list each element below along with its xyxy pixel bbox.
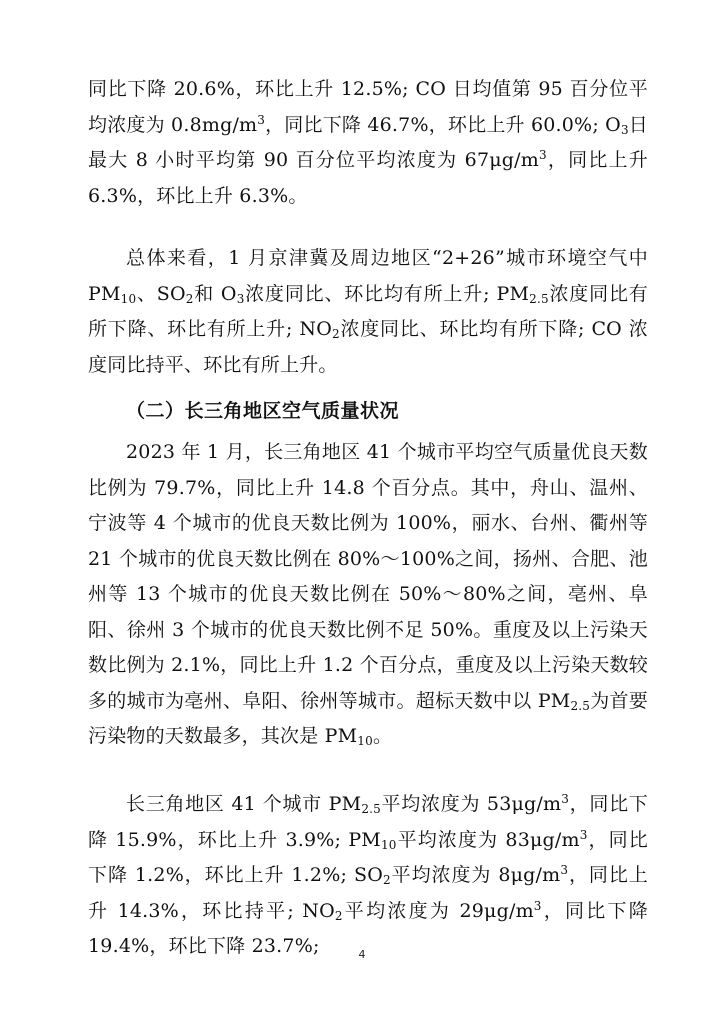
subscript: 10 (120, 291, 137, 306)
text-run: 浓度同比、环比均有所上升; PM (244, 282, 530, 305)
superscript: 3 (579, 827, 588, 842)
subscript: 2 (185, 291, 194, 306)
text-run: 总体来看，1 月京津冀及周边地区“2+26”城市环境空气中 PM (88, 247, 648, 305)
text-run: ，同比下降 19.4%，环比下降 23.7%; (88, 899, 648, 957)
subscript: 2.5 (529, 291, 549, 306)
text-run: ，同比上升 6.3%，环比上升 6.3%。 (88, 149, 648, 207)
paragraph-yrd-concentrations (88, 787, 648, 965)
text-run: 同比下降 20.6%，环比上升 12.5%; CO 日均值第 95 百分位平均浓度为 0.8mg/m (88, 78, 648, 136)
paragraph-yrd-air-quality (88, 435, 648, 755)
paragraph-continuation (88, 72, 648, 214)
text-run: 日最大 8 小时平均第 90 百分位平均浓度为 67μg/m (88, 113, 648, 171)
text-run: ，同比下降 1.2%，环比上升 1.2%; SO (88, 828, 649, 886)
text-run: 平均浓度为 53μg/m (381, 793, 562, 815)
text-run: 平均浓度为 83μg/m (396, 828, 580, 851)
superscript: 3 (533, 898, 542, 913)
text-run: 平均浓度为 29μg/m (342, 899, 534, 922)
text-run: ，同比下降 15.9%，环比上升 3.9%; PM (88, 793, 648, 851)
text-run: 长三角地区 41 个城市 PM (126, 793, 362, 815)
text-run: 浓度同比、环比均有所下降; CO 浓度同比持平、环比有所上升。 (88, 318, 648, 376)
superscript: 3 (560, 863, 569, 877)
text-run: 2023 年 1 月，长三角地区 41 个城市平均空气质量优良天数比例为 79.7%，同比上升 14.8 个百分点。其中，舟山、温州、宁波等 4 个城市的优良天数比例为 100%，丽水、台州、衢州等 21 个城市的优良天数比例在 80%～100%之间，扬州、合肥、池州等 13 个城市的优良天数比例在 50%～80%之间，亳州、阜阳、徐州 3 个城市的优良天数比例不足 50%。重度及以上污染天数比例为 2.1%，同比上升 1.2 个百分点，重度及以上污染天数较多的城市为亳州、阜阳、徐州等城市。超标天数中以 PM (88, 441, 648, 712)
text-run: ，同比下降 46.7%，环比上升 60.0%; O (265, 113, 621, 136)
text-run: 平均浓度为 8μg/m (390, 864, 561, 886)
superscript: 3 (257, 112, 266, 127)
subscript: 2.5 (570, 698, 591, 713)
subscript: 10 (380, 837, 397, 852)
subscript: 2 (383, 873, 391, 887)
text-run: 为首要污染物的天数最多，其次是 PM (88, 689, 648, 747)
section-heading: （二）长三角地区空气质量状况 (126, 400, 400, 422)
subscript: 3 (236, 291, 245, 306)
text-run: 和 O (193, 282, 237, 305)
text-run: 、SO (136, 282, 186, 305)
subscript: 2 (334, 908, 343, 923)
subscript: 3 (620, 122, 629, 137)
text-run: ，同比上升 14.3%，环比持平; NO (88, 864, 648, 922)
paragraph-summary (88, 241, 648, 383)
subscript: 2.5 (361, 802, 382, 816)
superscript: 3 (538, 148, 547, 162)
subscript: 10 (357, 734, 373, 748)
text-run: 浓度同比有所下降、环比有所上升; NO (88, 282, 648, 340)
superscript: 3 (561, 792, 570, 806)
page-number: 4 (358, 948, 366, 961)
subscript: 2 (332, 327, 340, 341)
text-run: 。 (372, 725, 393, 747)
